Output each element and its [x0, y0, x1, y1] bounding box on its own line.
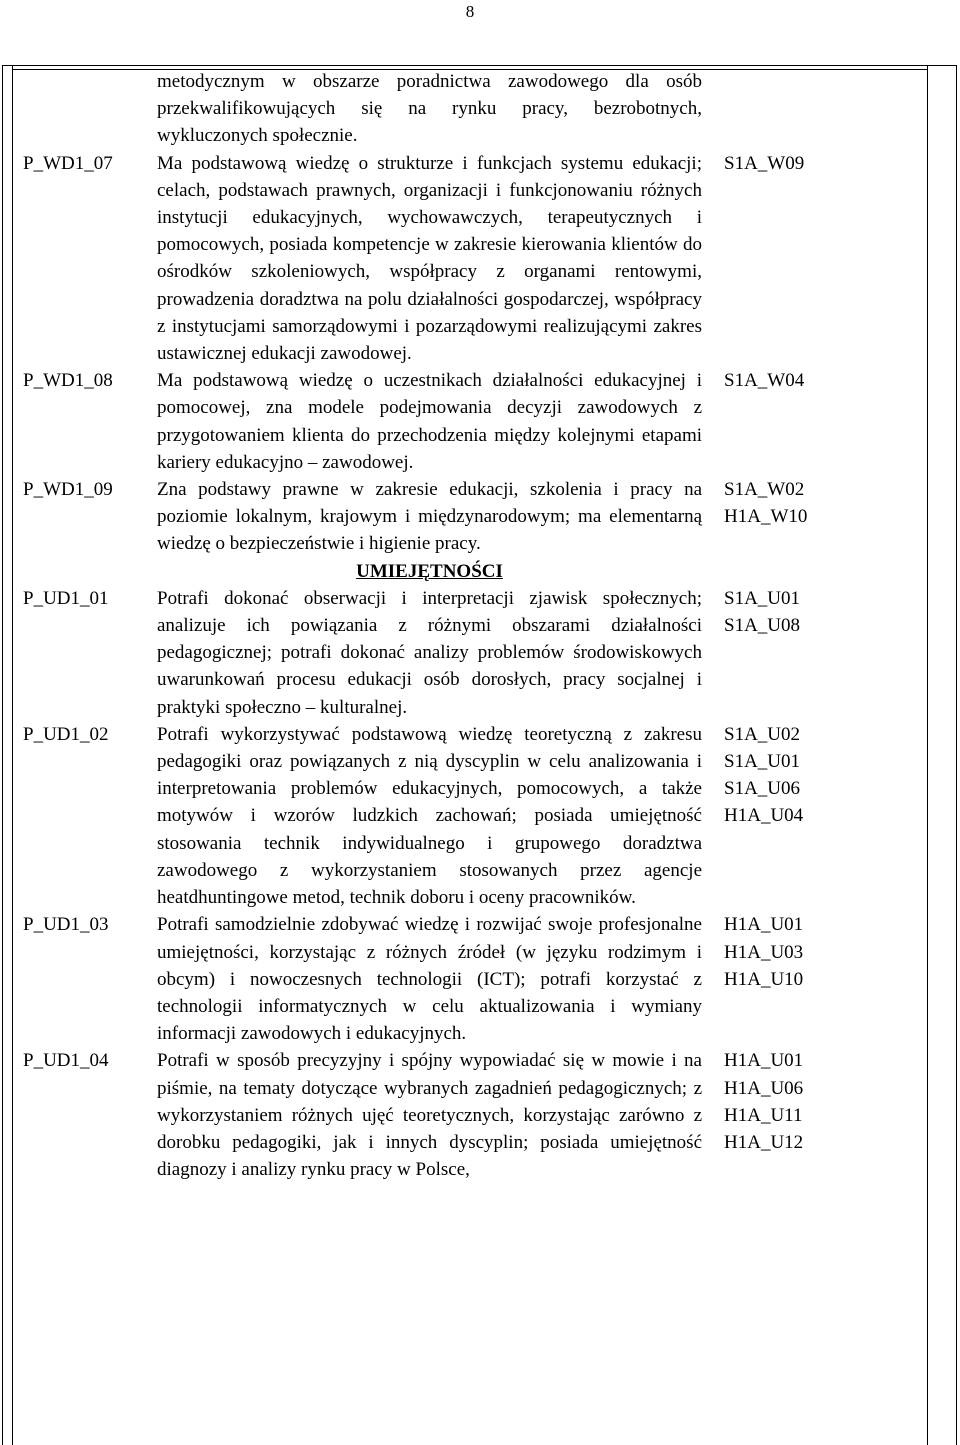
page-number: 8: [465, 2, 475, 21]
row-code: P_UD1_02: [23, 723, 109, 745]
row-refs: [724, 585, 800, 639]
row-ref: S1A_U02: [724, 723, 801, 745]
intro-row: [0, 68, 960, 150]
table-row: [0, 1047, 960, 1183]
row-refs: [724, 911, 803, 993]
row-ref: H1A_U04: [724, 805, 804, 827]
section-title: UMIEJĘTNOŚCI: [356, 560, 503, 582]
intro-text: metodycznym w obszarze poradnictwa zawodowego dla osób przekwalifikowujących się na rynku pracy, bezrobotnych, wykluczonych społecznie.: [157, 71, 702, 147]
row-description: Potrafi wykorzystywać podstawową wiedzę teoretyczną z zakresu pedagogiki oraz powiązanych z nią dyscyplin w celu analizowania i interpretowania problemów edukacyjnych, pomocowych, a także motywów i wzorów ludzkich zachowań; posiada umiejętność stosowania technik indywidualnego i grupowego doradztwa zawodowego z wykorzystaniem stosowanych przez agencje heatdhuntingowe metod, technik doboru i oceny pracowników.: [157, 723, 702, 909]
table-row: [0, 150, 960, 368]
row-ref: H1A_U03: [724, 941, 804, 963]
row-ref: S1A_U01: [724, 587, 801, 609]
table-row: [0, 367, 960, 476]
row-code: P_WD1_09: [23, 479, 113, 501]
row-ref: H1A_U11: [724, 1104, 803, 1126]
row-ref: H1A_U10: [724, 968, 804, 990]
row-code: P_WD1_08: [23, 370, 113, 392]
row-ref: H1A_U01: [724, 914, 804, 936]
row-ref: S1A_U01: [724, 751, 801, 773]
row-ref: S1A_W04: [724, 370, 805, 392]
row-description: Ma podstawową wiedzę o strukturze i funkcjach systemu edukacji; celach, podstawach prawnych, organizacji i funkcjonowaniu różnych instytucji edukacyjnych, wychowawczych, terapeutycznych i pomocowych, posiada kompetencje w zakresie kierowania klientów do ośrodków szkoleniowych, współpracy z organami rentowymi, prowadzenia doradztwa na polu działalności gospodarczej, współpracy z instytucjami samorządowymi i pozarządowymi realizującymi zakres ustawicznej edukacji zawodowej.: [157, 152, 702, 365]
row-ref: S1A_U08: [724, 615, 801, 637]
table-row: [0, 476, 960, 558]
table-row: [0, 585, 960, 721]
row-description: Zna podstawy prawne w zakresie edukacji, szkolenia i pracy na poziomie lokalnym, krajowym i międzynarodowym; ma elementarną wiedzę o bezpieczeństwie i higienie pracy.: [157, 479, 702, 555]
competency-table: [0, 68, 960, 1183]
row-ref: S1A_W09: [724, 152, 805, 174]
table-row: [0, 911, 960, 1047]
table-row: [0, 721, 960, 911]
row-refs: [724, 476, 807, 530]
knowledge-rows: [0, 150, 960, 558]
row-refs: [724, 721, 803, 830]
row-refs: [724, 367, 804, 394]
row-ref: H1A_U12: [724, 1131, 804, 1153]
row-ref: S1A_U06: [724, 778, 801, 800]
row-code: P_WD1_07: [23, 152, 113, 174]
row-description: Potrafi samodzielnie zdobywać wiedzę i rozwijać swoje profesjonalne umiejętności, korzystając z różnych źródeł (w języku rodzimym i obcym) i nowoczesnych technologii (ICT); potrafi korzystać z technologii informatycznych w celu aktualizowania i wymiany informacji zawodowych i edukacyjnych.: [157, 914, 702, 1045]
row-ref: H1A_W10: [724, 506, 808, 528]
row-description: Potrafi w sposób precyzyjny i spójny wypowiadać się w mowie i na piśmie, na tematy dotyczące wybranych zagadnień pedagogicznych; z wykorzystaniem różnych ujęć teoretycznych, korzystając zarówno z dorobku pedagogiki, jak i innych dyscyplin; posiada umiejętność diagnozy i analizy rynku pracy w Polsce,: [157, 1050, 702, 1181]
row-ref: H1A_U01: [724, 1050, 804, 1072]
row-description: Potrafi dokonać obserwacji i interpretacji zjawisk społecznych; analizuje ich powiązania z różnymi obszarami działalności pedagogicznej; potrafi dokonać analizy problemów środowiskowych uwarunkowań procesu edukacji osób dorosłych, pracy socjalnej i praktyki społeczno – kulturalnej.: [157, 587, 702, 718]
row-ref: H1A_U06: [724, 1077, 804, 1099]
row-code: P_UD1_04: [23, 1050, 109, 1072]
row-code: P_UD1_01: [23, 587, 109, 609]
skills-rows: [0, 585, 960, 1183]
row-refs: [724, 150, 804, 177]
row-refs: [724, 1047, 803, 1156]
row-ref: S1A_W02: [724, 479, 805, 501]
row-description: Ma podstawową wiedzę o uczestnikach działalności edukacyjnej i pomocowej, zna modele podejmowania decyzji zawodowych z przygotowaniem klienta do przechodzenia między kolejnymi etapami kariery edukacyjno – zawodowej.: [157, 370, 702, 473]
row-code: P_UD1_03: [23, 914, 109, 936]
